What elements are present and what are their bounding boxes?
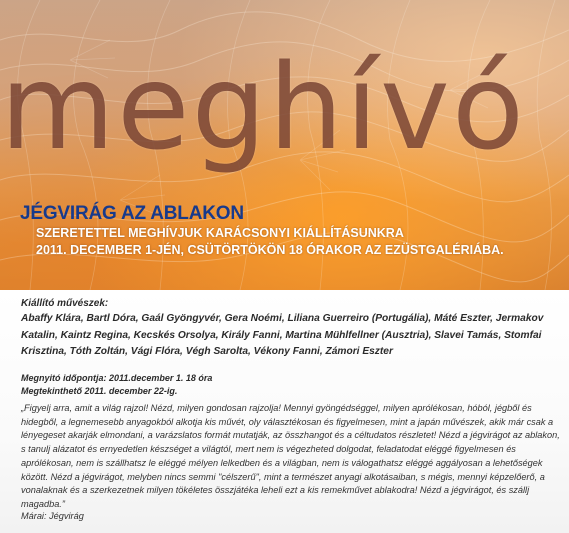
artists-label: Kiállító művészek: bbox=[21, 298, 109, 309]
dates-block bbox=[21, 372, 212, 398]
viewing-until: Megtekinthető 2011. december 22-ig. bbox=[21, 386, 178, 396]
exhibit-title: JÉGVIRÁG AZ ABLAKON bbox=[20, 203, 244, 224]
hero-title: meghívó bbox=[0, 38, 527, 176]
hero-text-block bbox=[20, 203, 560, 259]
quote-author: Márai: Jégvirág bbox=[21, 511, 84, 521]
artists-list: Abaffy Klára, Bartl Dóra, Gaál Gyöngyvér, Gera Noémi, Liliana Guerreiro (Portugália), Máté Eszter, Jermakov Katalin, Kaintz Regina, Kecskés Orsolya, Király Fanni, Martina Mühlfellner (Ausztria), Slavei Tamás, Stomfai Krisztina, Tóth Zoltán, Vági Flóra, Végh Sarolta, Vékony Fanni, Zámori Eszter bbox=[21, 313, 544, 357]
invite-line-1: SZERETETTEL MEGHÍVJUK KARÁCSONYI KIÁLLÍTÁSUNKRA bbox=[36, 226, 404, 240]
content-section bbox=[0, 290, 569, 533]
quote-text: „Figyelj arra, amit a világ rajzol! Nézd, milyen gondosan rajzolja! Mennyi gyöngédséggel, milyen aprólékosan, hóból, jégből és hidegből, a legnemesebb anyagokból alkotja kis művét, oly választékosan és figyelmesen, mint a japán művészek, akik már csak a lényegeset akarják elmondani, a varázslatos formát mutatják, az összhangot és a céltudatos részletet! Nézd a jégvirágot az ablakon, s tanulj alázatot és ernyedetlen készséget a világtól, mert nem is végezheted dolgodat, feladatodat eléggé figyelmesen és aprólékosan, nem is szállhatsz le eléggé mélyen lelkedben és a világban, nem is válogathatsz eléggé aggályosan a lehetőségek között. Nézd a jégvirágot, melyben nincs semmi "célszerű", mint a természet anyagi alkotásaiban, s mégis, mennyi képzelőerő, a vonalaknak és a szerkezetnek milyen tökéletes összjátéka leheli ezt a kis remekművet ablakodra! Nézd a jégvirágot, és szállj magadba.” bbox=[21, 403, 560, 509]
opening-time: Megnyitó időpontja: 2011.december 1. 18 óra bbox=[21, 373, 213, 383]
invite-line-2: 2011. DECEMBER 1-JÉN, CSÜTÖRTÖKÖN 18 ÓRAKOR AZ EZÜSTGALÉRIÁBA. bbox=[36, 243, 504, 257]
